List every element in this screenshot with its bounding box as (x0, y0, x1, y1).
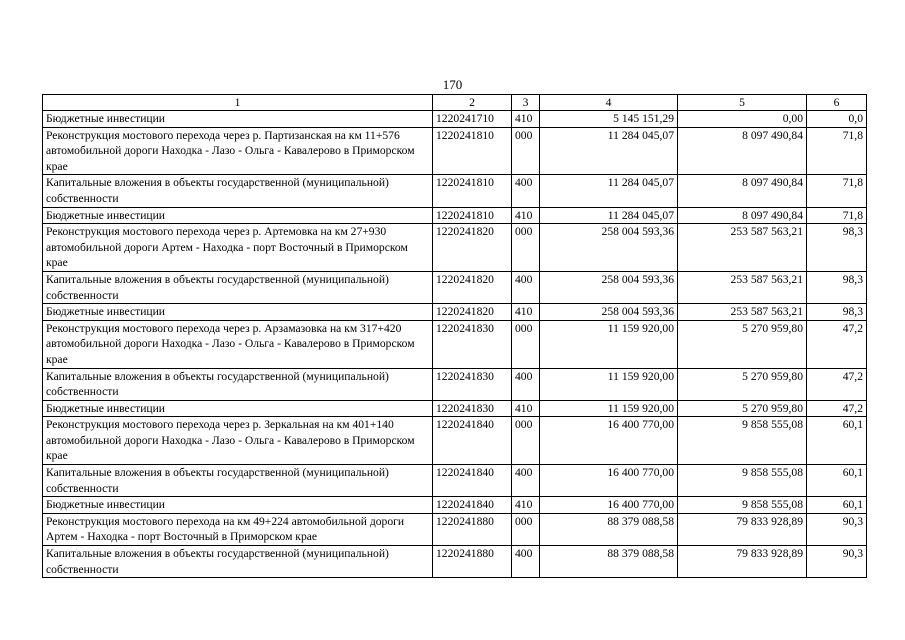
table-row (43, 546, 867, 578)
row-percent-cell: 47,2 (807, 400, 867, 417)
table-row (43, 304, 867, 321)
row-percent-cell: 60,1 (807, 417, 867, 465)
row-expense-type-cell: 410 (512, 304, 540, 321)
row-expense-type-cell: 400 (512, 368, 540, 400)
row-name-cell: Реконструкция мостового перехода на км 49+224 автомобильной дороги Артем - Находка - порт Восточный в Приморском крае (43, 513, 433, 545)
row-name-cell: Капитальные вложения в объекты государственной (муниципальной) собственности (43, 368, 433, 400)
row-planned-amount-cell: 258 004 593,36 (540, 271, 678, 303)
row-percent-cell: 71,8 (807, 127, 867, 175)
row-planned-amount-cell: 5 145 151,29 (540, 111, 678, 128)
row-code-cell: 1220241840 (433, 497, 512, 514)
table-row (43, 368, 867, 400)
row-name-cell: Реконструкция мостового перехода через р. Партизанская на км 11+576 автомобильной дороги Находка - Лазо - Ольга - Кавалерово в Приморском крае (43, 127, 433, 175)
row-planned-amount-cell: 11 159 920,00 (540, 320, 678, 368)
row-planned-amount-cell: 258 004 593,36 (540, 304, 678, 321)
row-name-cell: Капитальные вложения в объекты государственной (муниципальной) собственности (43, 465, 433, 497)
row-code-cell: 1220241840 (433, 465, 512, 497)
table-row (43, 175, 867, 207)
row-actual-amount-cell: 5 270 959,80 (678, 320, 807, 368)
column-header: 2 (433, 95, 512, 111)
row-percent-cell: 71,8 (807, 175, 867, 207)
row-expense-type-cell: 000 (512, 127, 540, 175)
row-actual-amount-cell: 8 097 490,84 (678, 207, 807, 224)
row-planned-amount-cell: 11 284 045,07 (540, 207, 678, 224)
table-row (43, 417, 867, 465)
column-header: 6 (807, 95, 867, 111)
row-planned-amount-cell: 88 379 088,58 (540, 513, 678, 545)
row-actual-amount-cell: 253 587 563,21 (678, 304, 807, 321)
row-actual-amount-cell: 8 097 490,84 (678, 127, 807, 175)
row-expense-type-cell: 000 (512, 320, 540, 368)
row-name-cell: Капитальные вложения в объекты государственной (муниципальной) собственности (43, 546, 433, 578)
row-planned-amount-cell: 11 284 045,07 (540, 175, 678, 207)
row-expense-type-cell: 410 (512, 207, 540, 224)
row-code-cell: 1220241820 (433, 304, 512, 321)
row-code-cell: 1220241820 (433, 271, 512, 303)
row-planned-amount-cell: 258 004 593,36 (540, 224, 678, 272)
table-row (43, 497, 867, 514)
row-planned-amount-cell: 11 284 045,07 (540, 127, 678, 175)
column-header: 1 (43, 95, 433, 111)
row-percent-cell: 47,2 (807, 368, 867, 400)
row-expense-type-cell: 410 (512, 400, 540, 417)
row-code-cell: 1220241840 (433, 417, 512, 465)
row-actual-amount-cell: 79 833 928,89 (678, 513, 807, 545)
row-expense-type-cell: 400 (512, 465, 540, 497)
table-header-row (43, 95, 867, 111)
row-name-cell: Капитальные вложения в объекты государственной (муниципальной) собственности (43, 175, 433, 207)
row-planned-amount-cell: 11 159 920,00 (540, 368, 678, 400)
row-actual-amount-cell: 253 587 563,21 (678, 271, 807, 303)
row-expense-type-cell: 000 (512, 417, 540, 465)
row-actual-amount-cell: 0,00 (678, 111, 807, 128)
column-header: 5 (678, 95, 807, 111)
column-header: 3 (512, 95, 540, 111)
row-expense-type-cell: 000 (512, 224, 540, 272)
budget-table (42, 94, 867, 578)
table-row (43, 224, 867, 272)
row-name-cell: Бюджетные инвестиции (43, 400, 433, 417)
table-row (43, 400, 867, 417)
row-code-cell: 1220241710 (433, 111, 512, 128)
row-actual-amount-cell: 5 270 959,80 (678, 400, 807, 417)
column-header: 4 (540, 95, 678, 111)
row-actual-amount-cell: 79 833 928,89 (678, 546, 807, 578)
row-code-cell: 1220241830 (433, 368, 512, 400)
row-code-cell: 1220241830 (433, 400, 512, 417)
row-name-cell: Капитальные вложения в объекты государственной (муниципальной) собственности (43, 271, 433, 303)
row-actual-amount-cell: 9 858 555,08 (678, 465, 807, 497)
row-actual-amount-cell: 9 858 555,08 (678, 417, 807, 465)
row-planned-amount-cell: 88 379 088,58 (540, 546, 678, 578)
row-percent-cell: 47,2 (807, 320, 867, 368)
row-expense-type-cell: 400 (512, 271, 540, 303)
table-row (43, 271, 867, 303)
row-expense-type-cell: 410 (512, 497, 540, 514)
row-name-cell: Бюджетные инвестиции (43, 111, 433, 128)
row-name-cell: Бюджетные инвестиции (43, 207, 433, 224)
row-percent-cell: 90,3 (807, 546, 867, 578)
row-name-cell: Бюджетные инвестиции (43, 304, 433, 321)
row-percent-cell: 60,1 (807, 497, 867, 514)
table-row (43, 127, 867, 175)
row-code-cell: 1220241810 (433, 207, 512, 224)
row-planned-amount-cell: 11 159 920,00 (540, 400, 678, 417)
row-code-cell: 1220241880 (433, 546, 512, 578)
row-planned-amount-cell: 16 400 770,00 (540, 417, 678, 465)
row-actual-amount-cell: 8 097 490,84 (678, 175, 807, 207)
table-body (43, 111, 867, 578)
table-row (43, 320, 867, 368)
row-percent-cell: 0,0 (807, 111, 867, 128)
row-percent-cell: 90,3 (807, 513, 867, 545)
page-number: 170 (442, 77, 463, 92)
row-code-cell: 1220241820 (433, 224, 512, 272)
row-percent-cell: 98,3 (807, 304, 867, 321)
row-percent-cell: 98,3 (807, 271, 867, 303)
row-expense-type-cell: 000 (512, 513, 540, 545)
row-percent-cell: 60,1 (807, 465, 867, 497)
row-percent-cell: 98,3 (807, 224, 867, 272)
row-actual-amount-cell: 253 587 563,21 (678, 224, 807, 272)
row-code-cell: 1220241810 (433, 127, 512, 175)
row-code-cell: 1220241810 (433, 175, 512, 207)
row-name-cell: Реконструкция мостового перехода через р. Зеркальная на км 401+140 автомобильной дороги Находка - Лазо - Ольга - Кавалерово в Приморском крае (43, 417, 433, 465)
row-actual-amount-cell: 9 858 555,08 (678, 497, 807, 514)
row-actual-amount-cell: 5 270 959,80 (678, 368, 807, 400)
row-name-cell: Реконструкция мостового перехода через р. Арзамазовка на км 317+420 автомобильной дороги Находка - Лазо - Ольга - Кавалерово в Приморском крае (43, 320, 433, 368)
row-expense-type-cell: 400 (512, 175, 540, 207)
row-code-cell: 1220241880 (433, 513, 512, 545)
row-expense-type-cell: 410 (512, 111, 540, 128)
table-row (43, 111, 867, 128)
row-name-cell: Реконструкция мостового перехода через р. Артемовка на км 27+930 автомобильной дороги Артем - Находка - порт Восточный в Приморском крае (43, 224, 433, 272)
table-row (43, 207, 867, 224)
row-percent-cell: 71,8 (807, 207, 867, 224)
table-row (43, 465, 867, 497)
row-code-cell: 1220241830 (433, 320, 512, 368)
row-expense-type-cell: 400 (512, 546, 540, 578)
row-planned-amount-cell: 16 400 770,00 (540, 497, 678, 514)
row-planned-amount-cell: 16 400 770,00 (540, 465, 678, 497)
table-row (43, 513, 867, 545)
row-name-cell: Бюджетные инвестиции (43, 497, 433, 514)
